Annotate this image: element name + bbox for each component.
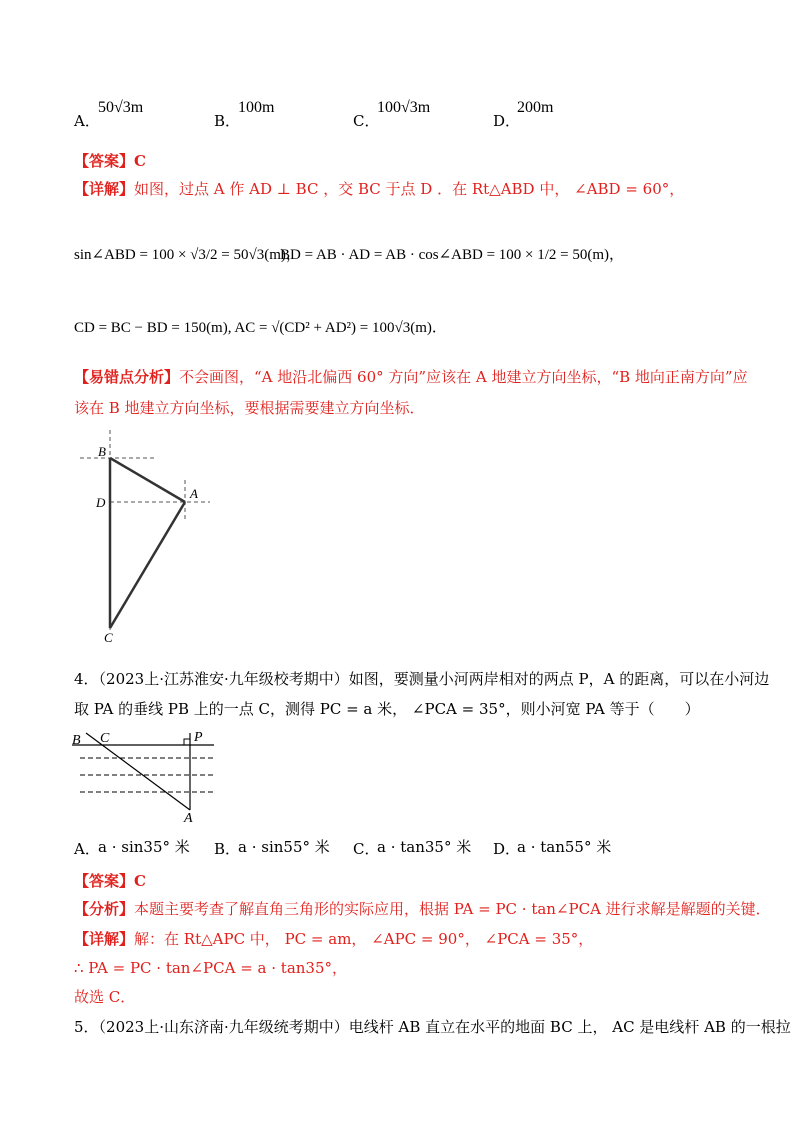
q3-option-b-letter: B． (214, 112, 241, 130)
q3-fig-label-b: B (98, 444, 106, 459)
q3-detail-line (74, 178, 684, 199)
q3-fig-label-a: A (190, 486, 198, 501)
q3-fig-label-d: D (96, 495, 106, 510)
q4-fig-label-p: P (194, 730, 203, 745)
q3-option-a-letter: A． (74, 112, 100, 130)
q3-option-a-value: 50√3m (98, 99, 144, 116)
q3-option-c-letter: C． (353, 112, 380, 130)
q4-river-figure (72, 725, 222, 825)
q4-answer: 【答案】C (74, 872, 146, 890)
q4-option-a-value: a · sin35° 米 (98, 838, 190, 856)
q4-therefore-line: ∴ PA = PC · tan∠PCA = a · tan35°， (74, 959, 348, 977)
q3-fig-ba-line (110, 458, 185, 502)
q4-choose-line: 故选 C． (74, 988, 136, 1006)
q3-triangle-figure (80, 430, 230, 645)
q4-stem-line-2: 取 PA 的垂线 PB 上的一点 C，测得 PC = a 米， ∠PCA = 35°，则小河宽 PA 等于（ ） (74, 700, 700, 718)
q4-stem-line-1: 4．（2023上·江苏淮安·九年级校考期中）如图，要测量小河两岸相对的两点 P，A 的距离，可以在小河边 (74, 670, 770, 688)
q3-mistake-text-1: 不会画图，“A 地沿北偏西 60° 方向”应该在 A 地建立方向坐标，“B 地向正南方向”应 (179, 368, 748, 386)
q4-analysis-line (74, 898, 771, 919)
q3-detail-tag: 【详解】 (74, 180, 135, 198)
q5-stem-line: 5．（2023上·山东济南·九年级统考期中）电线杆 AB 直立在水平的地面 BC 上， AC 是电线杆 AB 的一根拉 (74, 1018, 791, 1036)
q4-option-c-value: a · tan35° 米 (377, 838, 472, 856)
q4-option-a-letter: A． (74, 840, 100, 858)
q3-mistake-line-1 (74, 366, 748, 387)
q4-detail-line (74, 928, 593, 949)
q3-detail-text: 如图，过点 A 作 AD ⊥ BC ，交 BC 于点 D ．在 Rt△ABD 中， ∠ABD = 60°， (134, 180, 685, 198)
q4-option-c-letter: C． (353, 840, 380, 858)
q3-option-b-value: 100m (238, 99, 275, 116)
q4-analysis-text: 本题主要考查了解直角三角形的实际应用，根据 PA = PC · tan∠PCA 进行求解是解题的关键． (134, 900, 771, 918)
q4-fig-label-a: A (184, 811, 193, 825)
q3-fig-label-c: C (104, 630, 113, 645)
q4-option-d-letter: D． (493, 840, 521, 858)
q3-formula-bd: BD = AB · AD = AB · cos∠ABD = 100 × 1/2 = 50(m)， (280, 247, 625, 263)
q4-option-b-value: a · sin55° 米 (238, 838, 330, 856)
q4-fig-label-c: C (100, 731, 110, 746)
q3-option-d-letter: D． (493, 112, 521, 130)
q3-option-d-value: 200m (517, 99, 554, 116)
q4-fig-right-angle-mark (184, 739, 190, 745)
q4-fig-label-b: B (72, 733, 81, 748)
q3-fig-ac-line (110, 502, 185, 628)
q3-answer: 【答案】C (74, 152, 146, 170)
q3-formula-sin: sin∠ABD = 100 × √3/2 = 50√3(m)， (74, 247, 301, 263)
q4-option-b-letter: B． (214, 840, 241, 858)
q4-analysis-tag: 【分析】 (74, 900, 135, 918)
q3-formula-cd-ac: CD = BC − BD = 150(m), AC = √(CD² + AD²) = 100√3(m)． (74, 320, 447, 336)
q4-option-d-value: a · tan55° 米 (517, 838, 612, 856)
q4-detail-tag: 【详解】 (74, 930, 135, 948)
q3-mistake-tag: 【易错点分析】 (74, 368, 180, 386)
q3-option-c-value: 100√3m (377, 99, 431, 116)
q4-detail-text: 解：在 Rt△APC 中， PC = am， ∠APC = 90°， ∠PCA = 35°， (134, 930, 594, 948)
q3-mistake-text-2: 该在 B 地建立方向坐标，要根据需要建立方向坐标． (74, 399, 425, 417)
